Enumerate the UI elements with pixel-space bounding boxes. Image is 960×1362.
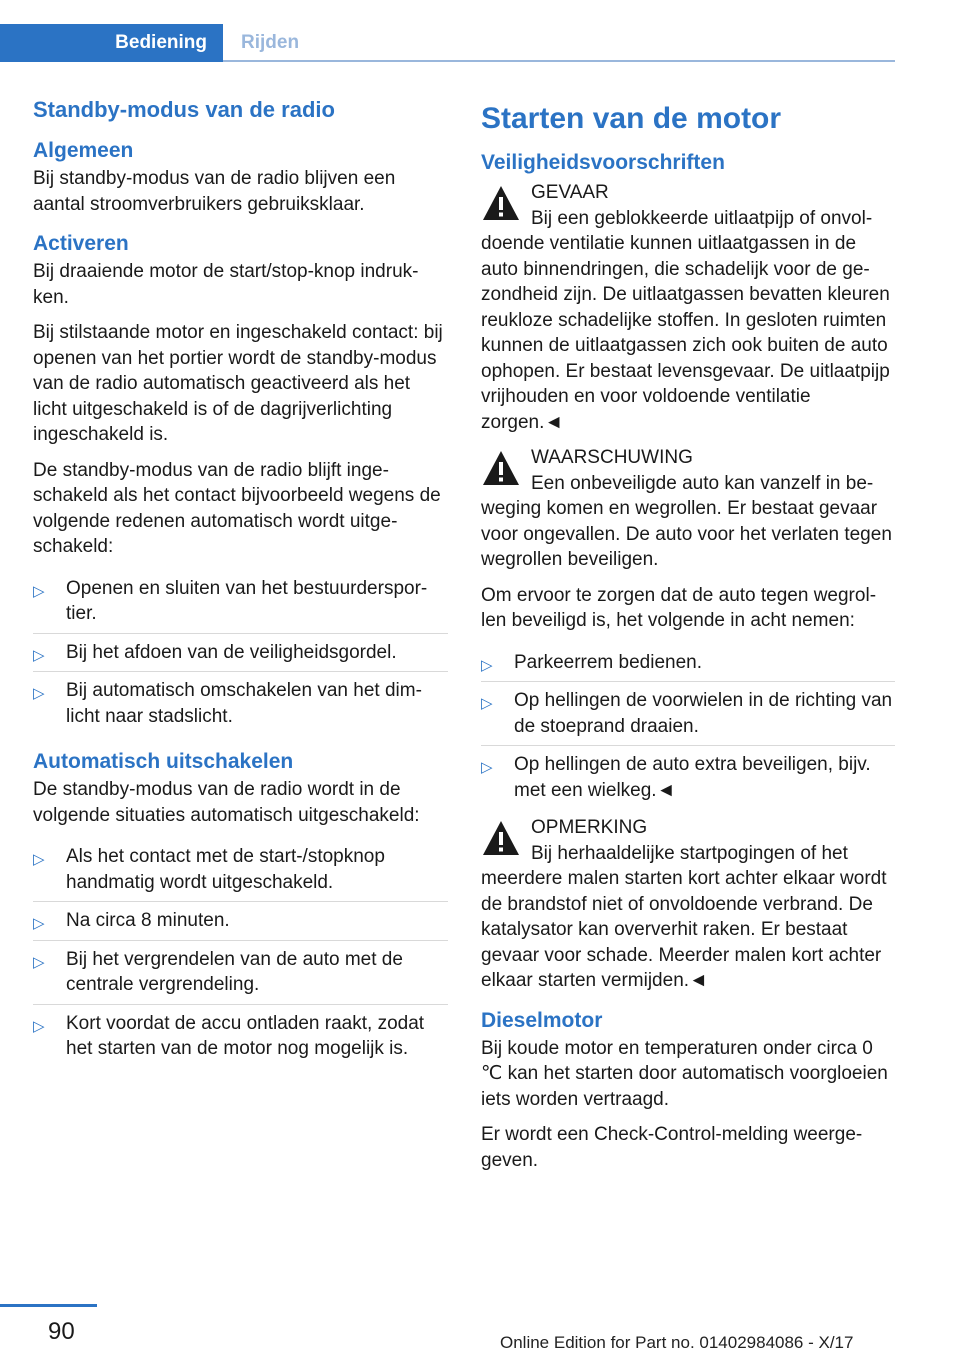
general-text: Bij standby-modus van de radio blijven een aantal stroomverbruikers gebruiksklaar. xyxy=(33,168,396,215)
bullet-triangle-icon: ▷ xyxy=(481,695,493,712)
danger-notice xyxy=(481,180,895,435)
top-tab-bar xyxy=(0,0,960,62)
right-column xyxy=(481,96,895,1183)
list-item: ▷ Kort voordat de accu ontladen raakt, zodat het starten van de motor nog mogelijk is. xyxy=(33,1004,448,1068)
note-title: OPMERKING xyxy=(531,817,648,838)
list-item: ▷ Na circa 8 minuten. xyxy=(33,901,448,940)
diesel-paragraph-2: Er wordt een Check-Control-melding weergegeven. xyxy=(481,1124,863,1171)
activate-paragraph-1: Bij draaiende motor de start/stop-knop indrukken. xyxy=(33,261,419,308)
activate-list xyxy=(33,570,448,736)
footer-accent-line xyxy=(0,1304,97,1307)
danger-text: Bij een geblokkeerde uitlaatpijp of onvoldoende ventilatie kunnen uitlaatgassen in de auto binnendringen, die schadelijk voor de gezondheid zijn. De uitlaatgassen bevatten kleuren reukloze schadelijke stoffen. In gesloten ruimten kunnen de uitlaatgassen zich ook buiten de auto ophopen. Er bestaat levensgevaar. De uitlaatpijp vrijhouden en voor voldoende ventilatie zorgen.◄ xyxy=(481,207,890,433)
diesel-paragraph-1: Bij koude motor en temperaturen onder circa 0 ℃ kan het starten door automatisch voorgloeien iets worden vertraagd. xyxy=(481,1037,888,1110)
bullet-triangle-icon: ▷ xyxy=(33,1017,45,1035)
edition-text: Online Edition for Part no. 01402984086 - X/17 xyxy=(500,1333,854,1352)
note-notice xyxy=(481,815,895,994)
warning-triangle-icon xyxy=(481,448,521,488)
heading-activate: Activeren xyxy=(33,232,129,255)
tab-bediening[interactable]: Bediening xyxy=(0,24,223,62)
bullet-triangle-icon: ▷ xyxy=(33,851,45,868)
warning-paragraph-2: Om ervoor te zorgen dat de auto tegen wegrollen beveiligd is, het volgende in acht nemen: xyxy=(481,584,877,631)
list-item: ▷ Op hellingen de auto extra beveiligen, bijv. met een wielkeg.◄ xyxy=(481,745,895,809)
section-title-engine-start: Starten van de motor xyxy=(481,102,782,135)
heading-diesel: Dieselmotor xyxy=(481,1008,603,1032)
heading-safety: Veiligheidsvoorschriften xyxy=(481,151,725,174)
bullet-triangle-icon: ▷ xyxy=(481,759,493,776)
bullet-triangle-icon: ▷ xyxy=(33,646,45,664)
activate-paragraph-2: Bij stilstaande motor en ingeschakeld contact: bij openen van het portier wordt de standby-modus van de radio automatisch geactiveerd als het licht uitgeschakeld is of de dagrijverlichting ingeschakeld is. xyxy=(33,322,443,445)
bullet-triangle-icon: ▷ xyxy=(33,953,45,971)
warning-list xyxy=(481,644,895,810)
page-number: 90 xyxy=(48,1318,75,1345)
list-item: ▷ Bij automatisch omschakelen van het dimlicht naar stadslicht. xyxy=(33,671,448,735)
activate-paragraph-3: De standby-modus van de radio blijft ingeschakeld als het contact bijvoorbeeld wegens de volgende redenen automatisch wordt uitgeschakeld: xyxy=(33,459,441,557)
list-item: ▷ Parkeerrem bedienen. xyxy=(481,644,895,682)
warning-triangle-icon xyxy=(481,183,521,223)
auto-off-text: De standby-modus van de radio wordt in de volgende situaties automatisch uitgeschakeld: xyxy=(33,779,420,826)
note-text: Bij herhaaldelijke startpogingen of het meerdere malen starten kort achter elkaar wordt de brandstof niet of onvoldoende verbrand. De katalysator kan oververhit raken. Er bestaat gevaar voor schade. Meerder malen kort achter elkaar starten vermijden.◄ xyxy=(481,842,887,991)
warning-notice xyxy=(481,445,895,573)
bullet-triangle-icon: ▷ xyxy=(33,915,45,932)
bullet-triangle-icon: ▷ xyxy=(481,656,493,674)
list-item: ▷ Op hellingen de voorwielen in de richting van de stoeprand draaien. xyxy=(481,681,895,745)
tab-divider-line xyxy=(223,60,895,62)
warning-triangle-icon xyxy=(481,818,521,858)
list-item: ▷ Bij het vergrendelen van de auto met de centrale vergrendeling. xyxy=(33,940,448,1004)
heading-general: Algemeen xyxy=(33,139,134,162)
auto-off-list xyxy=(33,838,448,1068)
list-item: ▷ Openen en sluiten van het bestuurdersportier. xyxy=(33,577,428,624)
list-item: ▷ Als het contact met de start-/stopknop handmatig wordt uitgeschakeld. xyxy=(33,846,385,893)
list-item: ▷ Bij het afdoen van de veiligheidsgordel. xyxy=(33,633,448,672)
tab-rijden[interactable]: Rijden xyxy=(241,32,300,53)
section-title-standby: Standby-modus van de radio xyxy=(33,97,335,122)
danger-title: GEVAAR xyxy=(531,182,609,203)
bullet-triangle-icon: ▷ xyxy=(33,685,45,702)
left-column xyxy=(33,96,448,1074)
bullet-triangle-icon: ▷ xyxy=(33,582,45,600)
warning-title: WAARSCHUWING xyxy=(531,447,693,468)
heading-auto-off: Automatisch uitschakelen xyxy=(33,750,294,773)
warning-text: Een onbeveiligde auto kan vanzelf in beweging komen en wegrollen. Er bestaat gevaar voor ongevallen. De auto voor het verlaten tegen wegrollen beveiligen. xyxy=(481,472,892,570)
